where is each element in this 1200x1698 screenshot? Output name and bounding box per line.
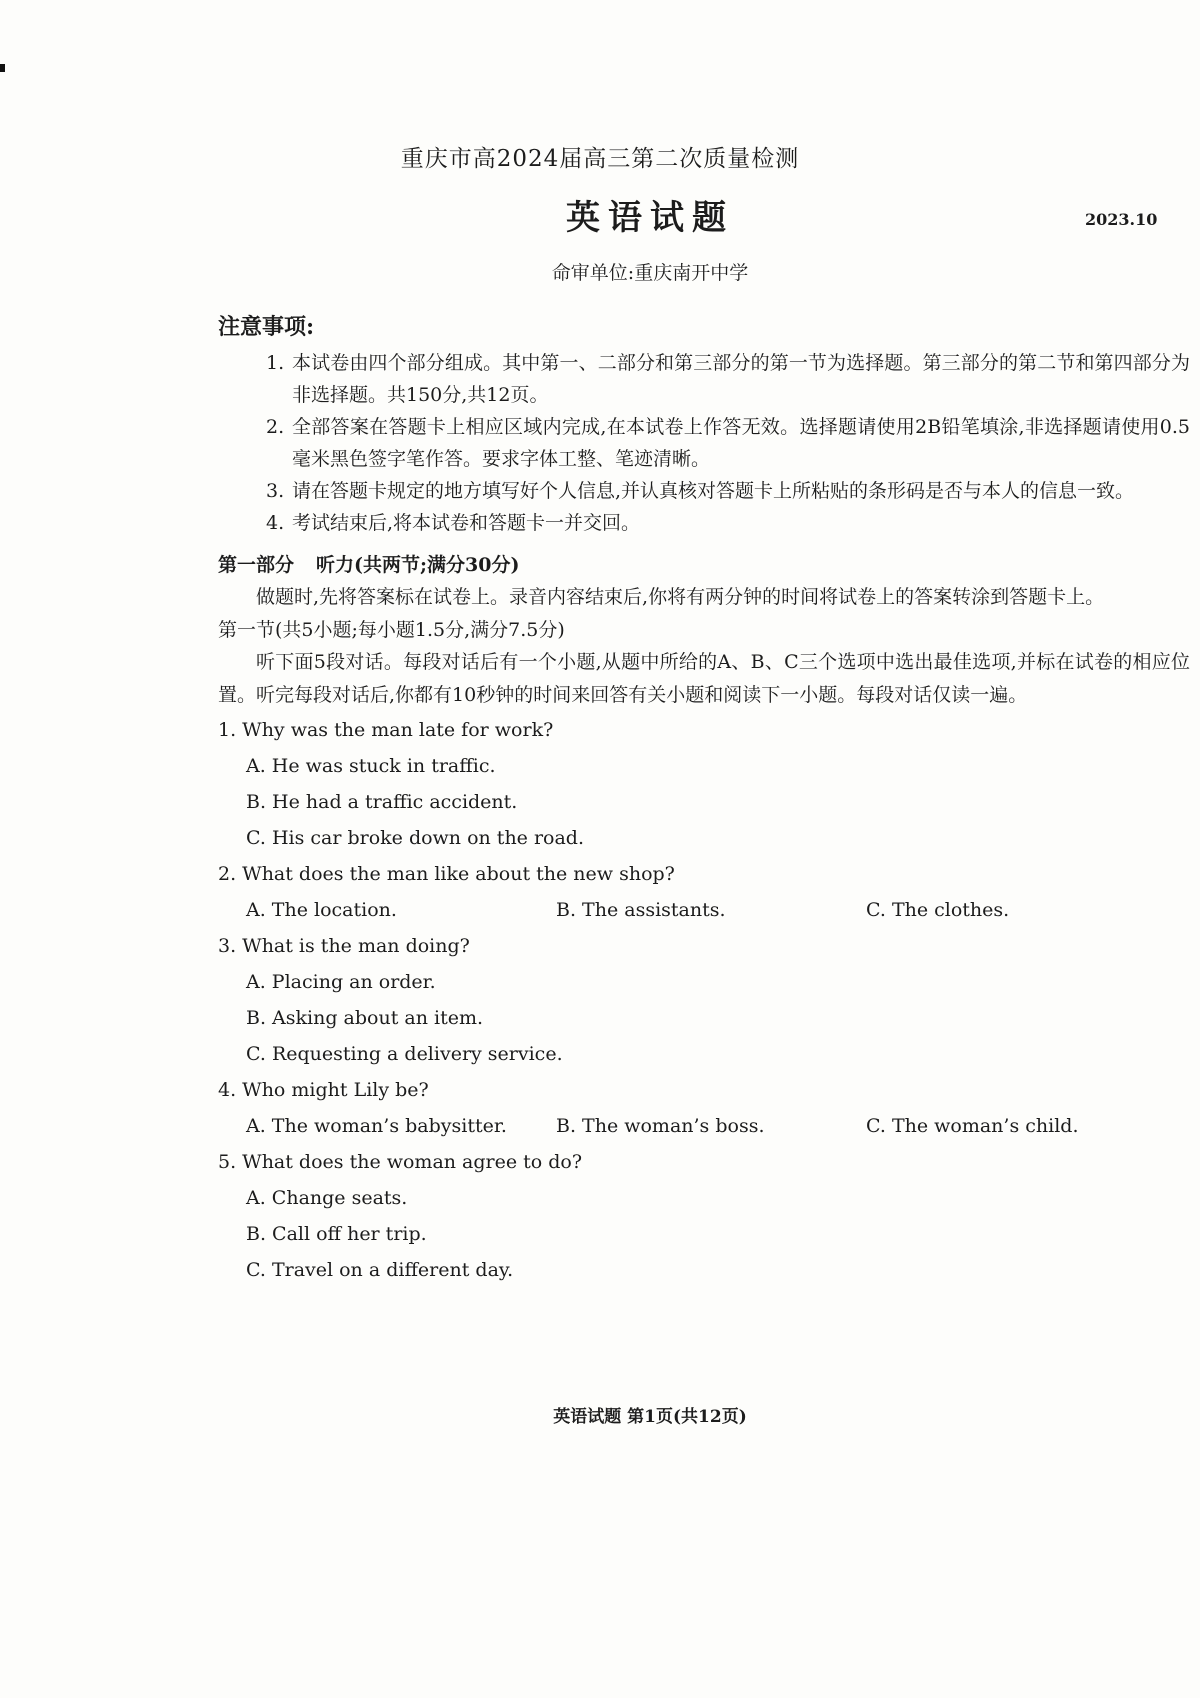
question-1 — [218, 712, 1190, 856]
scan-corner-mark — [0, 64, 5, 72]
question-stem: 3. What is the man doing? — [218, 935, 470, 957]
option-c: C. The woman’s child. — [866, 1115, 1079, 1137]
notice-item — [218, 475, 1190, 507]
notice-number: 2. — [266, 416, 285, 438]
notice-item — [218, 507, 1190, 539]
question-stem: 5. What does the woman agree to do? — [218, 1151, 583, 1173]
section1-heading: 第一节(共5小题;每小题1.5分,满分7.5分) — [218, 619, 565, 641]
option-a: A. He was stuck in traffic. — [246, 755, 496, 777]
notice-text: 考试结束后,将本试卷和答题卡一并交回。 — [292, 512, 641, 534]
option-row — [218, 892, 1190, 928]
option-a: A. Change seats. — [246, 1187, 408, 1209]
option-row — [218, 1108, 1190, 1144]
option-a: A. The location. — [246, 899, 397, 921]
option-b: B. The assistants. — [556, 899, 726, 921]
option-a: A. Placing an order. — [246, 971, 436, 993]
part1-label: 第一部分 — [218, 554, 295, 576]
question-3 — [218, 928, 1190, 1072]
notice-text: 本试卷由四个部分组成。其中第一、二部分和第三部分的第一节为选择题。第三部分的第二节和第四部分为非选择题。共150分,共12页。 — [292, 352, 1190, 406]
option-b: B. He had a traffic accident. — [246, 791, 518, 813]
notice-item — [218, 347, 1190, 411]
subject-title: 英语试题 — [566, 198, 734, 238]
option-b: B. Call off her trip. — [246, 1223, 427, 1245]
exam-title: 重庆市高2024届高三第二次质量检测 — [400, 146, 800, 172]
question-2 — [218, 856, 1190, 928]
exam-body — [218, 310, 1190, 1288]
page-footer: 英语试题 第1页(共12页) — [553, 1407, 747, 1427]
notice-heading: 注意事项: — [218, 314, 315, 340]
section1-instruction: 听下面5段对话。每段对话后有一个小题,从题中所给的A、B、C三个选项中选出最佳选项,并标在试卷的相应位置。听完每段对话后,你都有10秒钟的时间来回答有关小题和阅读下一小题。每段对话仅读一遍。 — [218, 651, 1190, 706]
part1-title: 听力(共两节;满分30分) — [316, 554, 520, 576]
option-c: C. The clothes. — [866, 899, 1010, 921]
option-c: C. His car broke down on the road. — [246, 827, 585, 849]
notice-number: 4. — [266, 512, 285, 534]
notice-number: 1. — [266, 352, 285, 374]
part1-instruction: 做题时,先将答案标在试卷上。录音内容结束后,你将有两分钟的时间将试卷上的答案转涂到答题卡上。 — [256, 586, 1105, 608]
exam-date: 2023.10 — [1085, 210, 1158, 229]
option-c: C. Requesting a delivery service. — [246, 1043, 563, 1065]
notice-text: 全部答案在答题卡上相应区域内完成,在本试卷上作答无效。选择题请使用2B铅笔填涂,非选择题请使用0.5毫米黑色签字笔作答。要求字体工整、笔迹清晰。 — [292, 416, 1190, 470]
notice-list — [218, 347, 1190, 539]
option-c: C. Travel on a different day. — [246, 1259, 514, 1281]
setter-line: 命审单位:重庆南开中学 — [551, 262, 749, 284]
option-b: B. The woman’s boss. — [556, 1115, 765, 1137]
question-stem: 4. Who might Lily be? — [218, 1079, 429, 1101]
question-stem: 1. Why was the man late for work? — [218, 719, 554, 741]
part1-heading — [218, 549, 1190, 581]
question-4 — [218, 1072, 1190, 1144]
question-5 — [218, 1144, 1190, 1288]
question-stem: 2. What does the man like about the new shop? — [218, 863, 675, 885]
option-a: A. The woman’s babysitter. — [246, 1115, 507, 1137]
notice-item — [218, 411, 1190, 475]
notice-number: 3. — [266, 480, 285, 502]
option-b: B. Asking about an item. — [246, 1007, 483, 1029]
notice-text: 请在答题卡规定的地方填写好个人信息,并认真核对答题卡上所粘贴的条形码是否与本人的信息一致。 — [292, 480, 1135, 502]
